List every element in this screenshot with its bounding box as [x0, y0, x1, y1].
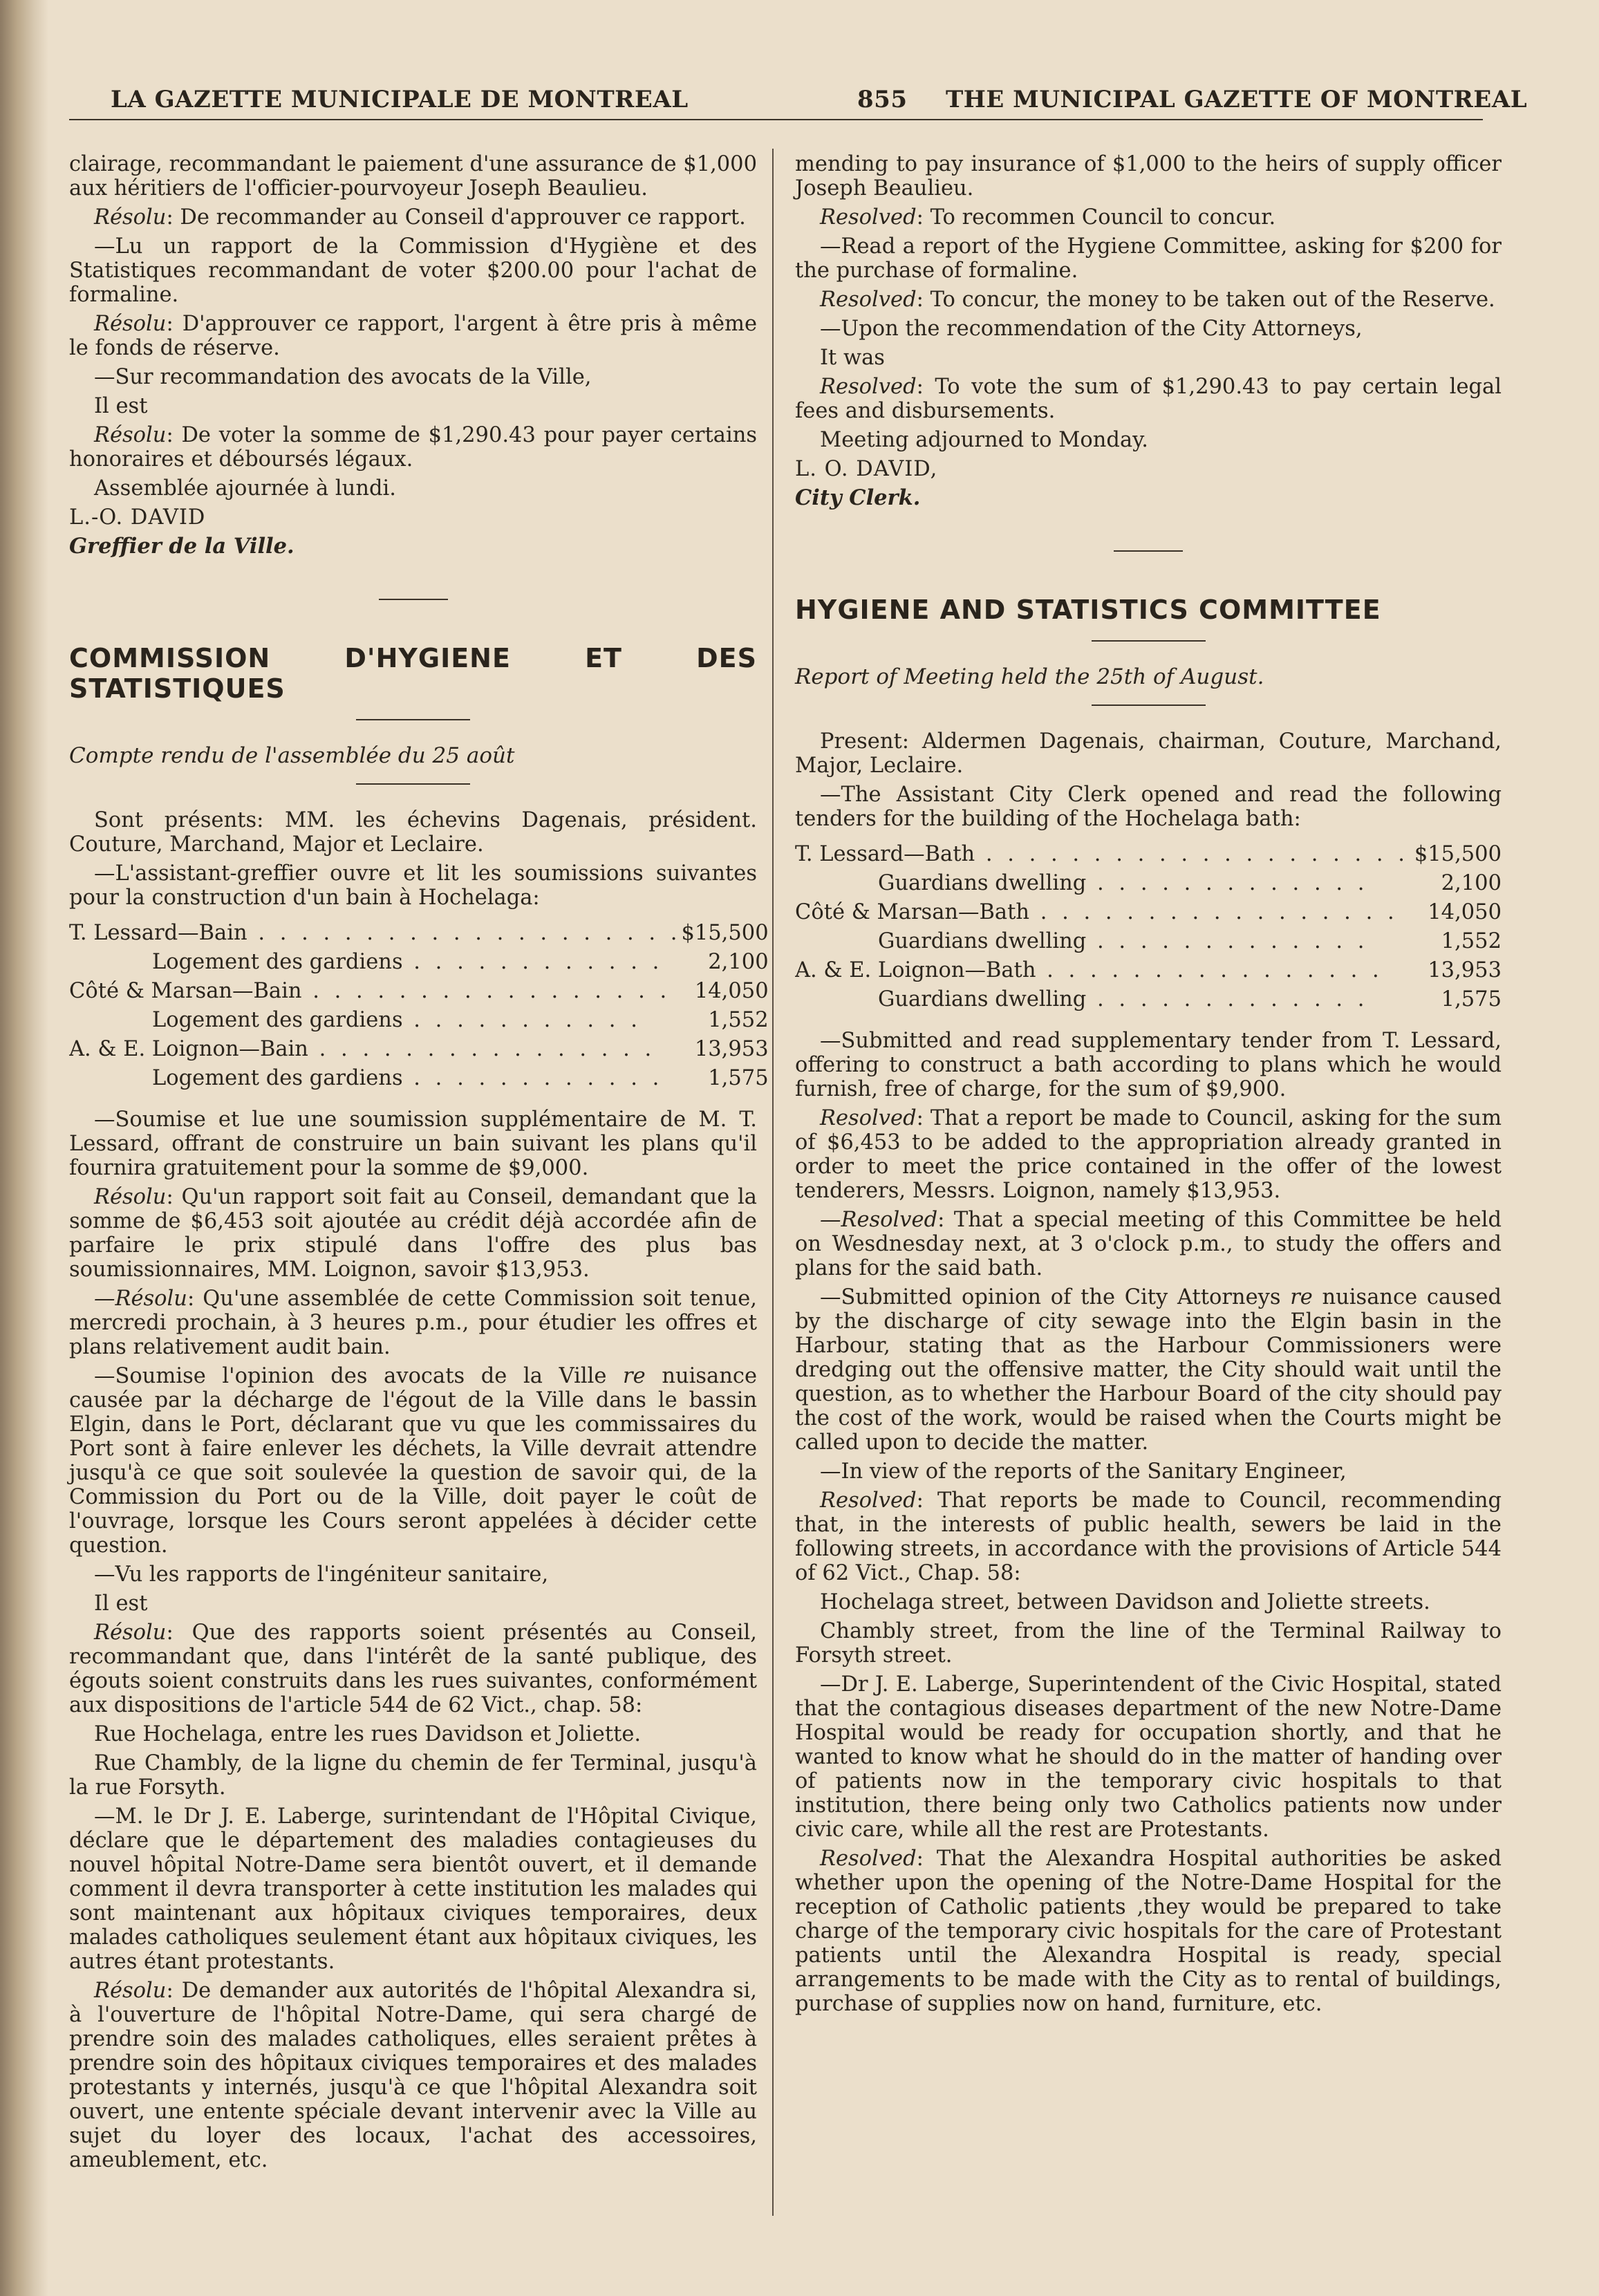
table-row: Côté & Marsan—Bath . . . . . . . . . . . . . . . . . 14,050	[795, 900, 1502, 924]
fr-section-title: COMMISSION D'HYGIENE ET DES STATISTIQUES	[69, 643, 757, 704]
en-q11: Resolved: That the Alexandra Hospital authorities be asked whether upon the opening of the Notre-Dame Hospital for the reception of Catholic patients ,they would be prepared to take charge of the temporary civic hospitals for the care of Protestant patients until the Alexandra Hospital is ready, special arrangements to be made with the City as to rental of buildings, purchase of supplies now on hand, furniture, etc.	[795, 1847, 1502, 2016]
en-q10: —Dr J. E. Laberge, Superintendent of the Civic Hospital, stated that the contagious diseases department of the new Notre-Dame Hospital would be ready for occupation shortly, and that he wanted to know what he should do in the matter of handing over of patients now in the temporary civic hospitals to that institution, there being only two Catholics patients now under civic care, while all the rest are Protestants.	[795, 1672, 1502, 1842]
en-q4: —Submitted opinion of the City Attorneys re nuisance caused by the discharge of city sewage into the Elgin basin in the Harbour, stating that as the Harbour Commissioners were dredging out the offensive matter, the City should wait until the question, as to whether the Harbour Board of the city should pay the cost of the work, would be raised when the Courts might be called upon to decide the matter.	[795, 1285, 1502, 1455]
fr-para-3: —Lu un rapport de la Commission d'Hygiène et des Statistiques recommandant de voter $200.00 pour l'achat de formaline.	[69, 234, 757, 307]
en-para-6: It was	[820, 346, 885, 370]
fr-q6: Il est	[94, 1592, 148, 1616]
en-divider-3	[1092, 704, 1206, 706]
fr-divider-3	[356, 783, 470, 785]
page-gutter-shadow	[0, 0, 48, 2296]
fr-q10: —M. le Dr J. E. Laberge, surintendant de l'Hôpital Civique, déclare que le département des maladies contagieuses du nouvel hôpital Notre-Dame sera bientôt ouvert, et il demande comment il devra transporter à cette institution les malades qui sont maintenant aux hôpitaux civiques temporaires, deux malades catholiques seulement étant aux hôpitaux civiques, les autres étant protestants.	[69, 1804, 757, 1974]
en-para-2: Resolved: To recommen Council to concur.	[820, 205, 1276, 230]
en-q3: —Resolved: That a special meeting of this Committee be held on Wesdnesday next, at 3 o'clock p.m., to study the offers and plans for the said bath.	[795, 1208, 1502, 1280]
fr-divider-2	[356, 719, 470, 720]
fr-intro: —L'assistant-greffier ouvre et lit les soumissions suivantes pour la construction d'un bain à Hochelaga:	[69, 861, 757, 910]
en-signature-name: L. O. DAVID,	[795, 457, 938, 481]
en-section-title: HYGIENE AND STATISTICS COMMITTEE	[795, 595, 1381, 625]
en-para-3: —Read a report of the Hygiene Committee, asking for $200 for the purchase of formaline.	[795, 234, 1502, 283]
fr-q7: Résolu: Que des rapports soient présentés au Conseil, recommandant que, dans l'intérêt de la santé publique, des égouts soient construits dans les rues suivantes, conformément aux dispositions de l'article 544 de 62 Vict., chap. 58:	[69, 1621, 757, 1717]
table-row: Logement des gardiens . . . . . . . . . . . . 1,575	[152, 1066, 769, 1090]
table-row: Logement des gardiens . . . . . . . . . . . . 2,100	[152, 950, 769, 974]
fr-para-1: clairage, recommandant le paiement d'une assurance de $1,000 aux héritiers de l'officier-pourvoyeur Joseph Beaulieu.	[69, 152, 757, 200]
fr-para-2: Résolu: De recommander au Conseil d'approuver ce rapport.	[94, 205, 746, 230]
header-rule	[69, 119, 1483, 120]
fr-q8: Rue Hochelaga, entre les rues Davidson et Joliette.	[94, 1722, 642, 1746]
fr-q11: Résolu: De demander aux autorités de l'hôpital Alexandra si, à l'ouverture de l'hôpital Notre-Dame, qui sera chargé de prendre soin des malades catholiques, elles seraient prêtes à prendre soin des hôpitaux civiques temporaires et des malades protestants y internés, jusqu'à ce que l'hôpital Alexandra soit ouvert, une entente spéciale devant intervenir avec la Ville au sujet du loyer des locaux, l'achat des accessoires, ameublement, etc.	[69, 1979, 757, 2172]
en-para-7: Resolved: To vote the sum of $1,290.43 to pay certain legal fees and disbursements.	[795, 375, 1502, 423]
fr-q5: —Vu les rapports de l'ingéniteur sanitaire,	[94, 1562, 549, 1587]
table-row: Côté & Marsan—Bain . . . . . . . . . . . . . . . . . 14,050	[69, 979, 769, 1003]
en-q5: —In view of the reports of the Sanitary Engineer,	[820, 1459, 1347, 1484]
fr-q3: —Résolu: Qu'une assemblée de cette Commission soit tenue, mercredi prochain, à 3 heures p.m., pour étudier les offres et plans relativement audit bain.	[69, 1287, 757, 1359]
en-para-5: —Upon the recommendation of the City Attorneys,	[820, 317, 1363, 341]
column-divider	[772, 149, 774, 2216]
column-french	[69, 152, 769, 2177]
en-q9: Chambly street, from the line of the Terminal Railway to Forsyth street.	[795, 1619, 1502, 1668]
table-row: Logement des gardiens . . . . . . . . . . . 1,552	[152, 1008, 769, 1032]
table-row: Guardians dwelling . . . . . . . . . . . . . 2,100	[878, 871, 1502, 895]
en-para-1: mending to pay insurance of $1,000 to the heirs of supply officer Joseph Beaulieu.	[795, 152, 1502, 200]
en-divider-2	[1092, 640, 1206, 642]
fr-q9: Rue Chambly, de la ligne du chemin de fer Terminal, jusqu'à la rue Forsyth.	[69, 1751, 757, 1800]
en-q2: Resolved: That a report be made to Council, asking for the sum of $6,453 to be added to the appropriation already granted in order to meet the price contained in the offer of the lowest tenderers, Messrs. Loignon, namely $13,953.	[795, 1106, 1502, 1203]
en-present: Present: Aldermen Dagenais, chairman, Couture, Marchand, Major, Leclaire.	[795, 729, 1502, 778]
en-para-8: Meeting adjourned to Monday.	[820, 428, 1148, 452]
table-row: A. & E. Loignon—Bath . . . . . . . . . . . . . . . . 13,953	[795, 958, 1502, 982]
fr-para-4: Résolu: D'approuver ce rapport, l'argent à être pris à même le fonds de réserve.	[69, 312, 757, 360]
en-q7: Resolved: That reports be made to Council, recommending that, in the interests of public health, sewers be laid in the following streets, in accordance with the provisions of Article 544 of 62 Vict., Chap. 58:	[795, 1488, 1502, 1585]
page-number: 855	[857, 86, 908, 113]
en-intro: —The Assistant City Clerk opened and read the following tenders for the building of the Hochelaga bath:	[795, 783, 1502, 831]
fr-q2: Résolu: Qu'un rapport soit fait au Conseil, demandant que la somme de $6,453 soit ajoutée au crédit déjà accordée afin de parfaire le prix stipulé dans l'offre des plus bas soumissionnaires, MM. Loignon, savoir $13,953.	[69, 1185, 757, 1282]
table-row: T. Lessard—Bain . . . . . . . . . . . . . . . . . . . . $15,500	[69, 921, 769, 945]
en-signature-title: City Clerk.	[795, 485, 921, 510]
fr-tender-table	[69, 921, 769, 1095]
fr-para-8: Assemblée ajournée à lundi.	[94, 476, 396, 501]
en-divider-1	[1114, 550, 1183, 552]
table-row: A. & E. Loignon—Bain . . . . . . . . . . . . . . . . 13,953	[69, 1037, 769, 1061]
en-tender-table	[795, 842, 1502, 1016]
fr-signature-name: L.-O. DAVID	[69, 505, 206, 530]
en-q1: —Submitted and read supplementary tender from T. Lessard, offering to construct a bath according to plans which he would furnish, free of charge, for the sum of $9,900.	[795, 1029, 1502, 1101]
masthead	[104, 82, 1528, 123]
fr-q4: —Soumise l'opinion des avocats de la Ville re nuisance causée par la décharge de l'égout de la Ville dans le bassin Elgin, dans le Port, déclarant que vu que les commissaires du Port sont à faire enlever les déchets, la Ville devrait attendre jusqu'à ce que soit soulevée la question de savoir qui, de la Commission du Port ou de la Ville, doit payer le coût de l'ouvrage, lorsque les Cours seront appelées à décider cette question.	[69, 1364, 757, 1558]
fr-signature-title: Greffier de la Ville.	[69, 534, 294, 559]
fr-present: Sont présents: MM. les échevins Dagenais, président. Couture, Marchand, Major et Leclaire.	[69, 808, 757, 857]
fr-section-subtitle: Compte rendu de l'assemblée du 25 août	[69, 743, 515, 768]
table-row: T. Lessard—Bath . . . . . . . . . . . . . . . . . . . . $15,500	[795, 842, 1502, 866]
table-row: Guardians dwelling . . . . . . . . . . . . . 1,552	[878, 929, 1502, 953]
masthead-title-en: THE MUNICIPAL GAZETTE OF MONTREAL	[946, 86, 1528, 113]
fr-divider-1	[379, 599, 448, 600]
fr-para-5: —Sur recommandation des avocats de la Ville,	[94, 365, 592, 389]
table-row: Guardians dwelling . . . . . . . . . . . . . 1,575	[878, 987, 1502, 1011]
en-para-4: Resolved: To concur, the money to be taken out of the Reserve.	[820, 288, 1495, 312]
fr-q1: —Soumise et lue une soumission supplémentaire de M. T. Lessard, offrant de construire un bain suivant les plans qu'il fournira gratuitement pour la somme de $9,000.	[69, 1108, 757, 1180]
fr-para-6: Il est	[94, 394, 148, 418]
fr-para-7: Résolu: De voter la somme de $1,290.43 pour payer certains honoraires et déboursés légaux.	[69, 423, 757, 472]
masthead-title-fr: LA GAZETTE MUNICIPALE DE MONTREAL	[111, 86, 689, 113]
en-section-subtitle: Report of Meeting held the 25th of August.	[795, 664, 1264, 689]
column-english	[795, 152, 1502, 2021]
en-q8: Hochelaga street, between Davidson and Joliette streets.	[820, 1590, 1430, 1614]
